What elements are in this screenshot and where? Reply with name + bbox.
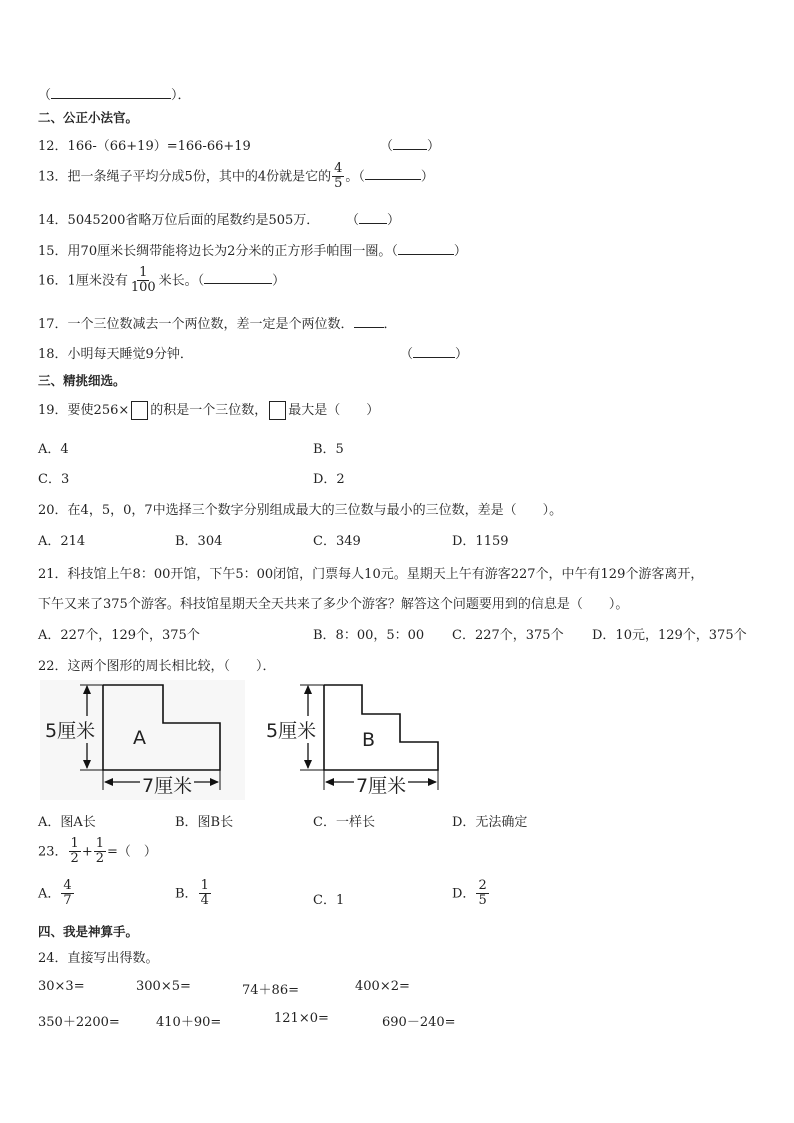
- answer-line[interactable]: [51, 87, 171, 99]
- denominator: 2: [70, 851, 79, 867]
- q16-question: [38, 266, 285, 296]
- answer-line[interactable]: [204, 272, 272, 284]
- section-3-title: 三、精挑细选。: [38, 373, 126, 388]
- section-4-title: 四、我是神算手。: [38, 924, 139, 939]
- q20-option-c[interactable]: C．349: [313, 534, 361, 549]
- figure-b-width-label: 7厘米: [354, 771, 408, 798]
- denominator: 5: [334, 176, 343, 192]
- arrow-up-icon: [304, 685, 312, 694]
- fraction-1-100: [129, 266, 158, 296]
- paren-close: ）: [420, 169, 434, 185]
- q11-answer-blank: [38, 84, 191, 103]
- q15-text: 15．用70厘米长绸带能将边长为2分米的正方形手帕围一圈。（: [38, 244, 398, 259]
- q21-line2: 下午又来了375个游客。科技馆星期天全天共来了多少个游客？解答这个问题要用到的信息是（ ）。: [38, 597, 629, 612]
- paren-close: ）: [387, 213, 401, 228]
- calc-item[interactable]: 30×3=: [38, 979, 85, 994]
- q16-post: 米长。（: [158, 273, 205, 289]
- calc-item[interactable]: 121×0=: [274, 1011, 329, 1026]
- answer-line[interactable]: [393, 138, 427, 150]
- paren-open: （: [346, 213, 360, 228]
- q17-text: 17．一个三位数减去一个两位数，差一定是个两位数．: [38, 317, 354, 332]
- option-label: D．: [452, 886, 476, 902]
- figure-b-shape: [324, 685, 438, 770]
- arrow-down-icon: [304, 760, 312, 769]
- paren-open: （: [380, 139, 394, 154]
- fraction-1-2: [69, 837, 81, 867]
- q18-text: 18．小明每天睡觉9分钟．: [38, 347, 193, 362]
- paren-close: ）: [455, 347, 469, 362]
- fraction-1-4: [199, 879, 211, 909]
- plus-sign: +: [81, 844, 93, 860]
- paren-open: （: [38, 88, 52, 103]
- fraction-4-5: [332, 162, 344, 192]
- calc-item[interactable]: 300×5=: [136, 979, 191, 994]
- q21-option-d[interactable]: D．10元，129个，375个: [592, 628, 747, 643]
- numerator: 1: [139, 265, 148, 280]
- q22-text: 22．这两个图形的周长相比较，（ ）．: [38, 659, 276, 674]
- numerator: 1: [70, 836, 79, 851]
- q16-text: 16．1厘米没有: [38, 273, 128, 289]
- numerator: 4: [63, 878, 72, 893]
- figure-a-height-label: 5厘米: [45, 716, 95, 743]
- fraction-1-2: [94, 837, 106, 867]
- paren-close: ）: [427, 139, 441, 154]
- figure-b: [262, 680, 442, 800]
- q19-option-c[interactable]: C．3: [38, 472, 70, 487]
- denominator: 4: [200, 893, 209, 909]
- q21-option-a[interactable]: A．227个，129个，375个: [38, 628, 200, 643]
- denominator: 2: [95, 851, 105, 867]
- q13-question: [38, 162, 434, 192]
- answer-line[interactable]: [359, 212, 387, 224]
- q12-answer[interactable]: [380, 135, 440, 154]
- fraction-2-5: [476, 879, 488, 909]
- q18-answer[interactable]: [400, 343, 468, 362]
- q13-text: 13．把一条绳子平均分成5份，其中的4份就是它的: [38, 169, 332, 185]
- q21-option-b[interactable]: B．8：00，5：00: [313, 628, 425, 643]
- calc-item[interactable]: 74＋86=: [242, 983, 299, 998]
- q21-line1: 21．科技馆上午8：00开馆，下午5：00闭馆，门票每人10元。星期天上午有游客227个，中午有129个游客离开，: [38, 567, 704, 582]
- blank-box[interactable]: [269, 401, 286, 420]
- q22-option-c[interactable]: C．一样长: [313, 815, 375, 830]
- figure-a: [40, 680, 245, 800]
- q19-option-a[interactable]: A．4: [38, 442, 69, 457]
- figure-a-width-label: 7厘米: [140, 771, 194, 798]
- q20-option-b[interactable]: B．304: [175, 534, 223, 549]
- figure-b-height-label: 5厘米: [266, 716, 316, 743]
- q19-mid: 的积是一个三位数，: [150, 403, 268, 418]
- q17-question: [38, 313, 397, 332]
- q19-post: 最大是（ ）: [288, 403, 380, 418]
- figure-a-name: A: [133, 727, 146, 749]
- q22-option-b[interactable]: B．图B长: [175, 815, 234, 830]
- q23-number: 23．: [38, 844, 68, 860]
- q24-text: 24．直接写出得数。: [38, 951, 159, 966]
- q23-option-b[interactable]: [175, 879, 212, 909]
- q23-option-a[interactable]: [38, 879, 75, 909]
- q23-question: [38, 837, 157, 867]
- q23-option-d[interactable]: [452, 879, 490, 909]
- q20-text: 20．在4，5，0，7中选择三个数字分别组成最大的三位数与最小的三位数，差是（ ）。: [38, 503, 563, 518]
- q23-post: =（ ）: [107, 844, 157, 860]
- q19-text: 19．要使256×: [38, 403, 130, 418]
- q20-option-d[interactable]: D．1159: [452, 534, 509, 549]
- q14-text: 14．5045200省略万位后面的尾数约是505万．: [38, 213, 320, 228]
- blank-box[interactable]: [131, 401, 148, 420]
- paren-close: ）: [272, 273, 286, 289]
- option-label: A．: [38, 886, 61, 902]
- q23-option-c[interactable]: C．1: [313, 893, 345, 908]
- period: ．: [383, 317, 397, 332]
- calc-item[interactable]: 410＋90=: [156, 1015, 222, 1030]
- q21-option-c[interactable]: C．227个，375个: [452, 628, 564, 643]
- denominator: 7: [63, 893, 72, 909]
- answer-line[interactable]: [365, 168, 421, 180]
- calc-item[interactable]: 400×2=: [355, 979, 410, 994]
- fraction-4-7: [61, 879, 73, 909]
- numerator: 1: [95, 836, 105, 851]
- numerator: 2: [478, 878, 487, 893]
- calc-item[interactable]: 350＋2200=: [38, 1015, 120, 1030]
- arrow-right-icon: [428, 778, 437, 786]
- denominator: 100: [130, 280, 156, 296]
- paren-close: ）．: [171, 88, 191, 103]
- q19-option-d[interactable]: D．2: [313, 472, 345, 487]
- section-2-title: 二、公正小法官。: [38, 110, 139, 125]
- q22-option-a[interactable]: A．图A长: [38, 815, 96, 830]
- q12-text: 12．166-（66+19）=166-66+19: [38, 139, 251, 154]
- q14-answer[interactable]: [346, 209, 400, 228]
- q15-question: [38, 240, 467, 259]
- numerator: 1: [200, 878, 209, 893]
- paren-close: ）: [453, 244, 467, 259]
- q20-option-a[interactable]: A．214: [38, 534, 86, 549]
- q19-option-b[interactable]: B．5: [313, 442, 344, 457]
- figure-b-name: B: [362, 729, 376, 751]
- q13-post: 。（: [345, 169, 365, 185]
- paren-open: （: [400, 347, 414, 362]
- calc-item[interactable]: 690－240=: [382, 1015, 456, 1030]
- q22-option-d[interactable]: D．无法确定: [452, 815, 528, 830]
- option-label: B．: [175, 886, 198, 902]
- numerator: 4: [334, 161, 343, 176]
- answer-line[interactable]: [398, 243, 454, 255]
- denominator: 5: [478, 893, 487, 909]
- answer-line[interactable]: [354, 316, 384, 328]
- answer-line[interactable]: [413, 346, 455, 358]
- arrow-left-icon: [325, 778, 334, 786]
- q19-question: [38, 399, 379, 420]
